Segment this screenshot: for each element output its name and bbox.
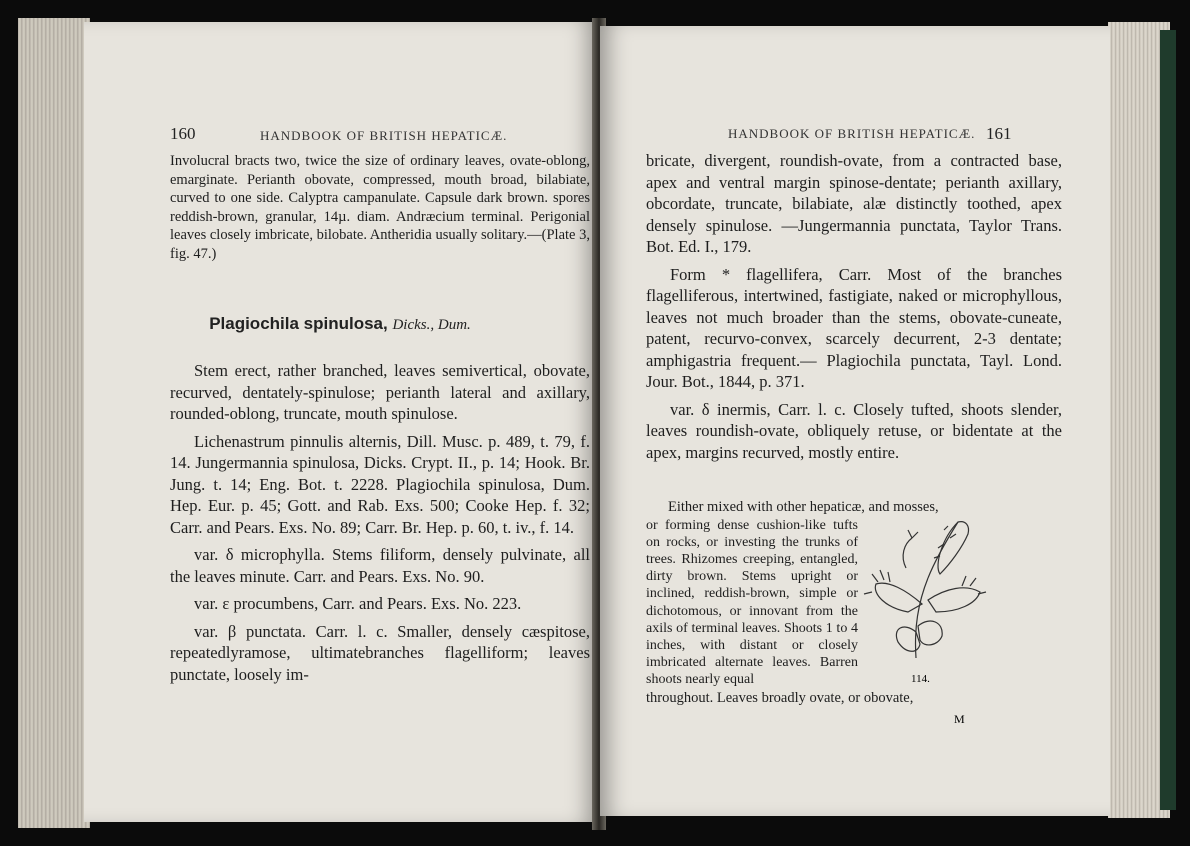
left-body [170, 360, 590, 691]
species-heading [84, 314, 596, 334]
plant-illustration [858, 508, 988, 668]
variety-microphylla: var. δ microphylla. Stems filiform, densely pulvinate, all the leaves minute. Carr. and Pears. Exs. No. 90. [170, 545, 590, 586]
habitat-paragraph [646, 498, 1062, 707]
variety-procumbens: var. ε procumbens, Carr. and Pears. Exs. No. 223. [194, 594, 522, 613]
running-header-right: HANDBOOK OF BRITISH HEPATICÆ. [728, 126, 976, 141]
description-paragraph [170, 152, 590, 263]
book-cover-edge [1160, 30, 1176, 810]
continued-description: bricate, divergent, roundish-ovate, from a contracted base, apex and ventral margin spinose-dentate; perianth axillary, obcordate, truncate, bilabiate, alæ distinctly toothed, apex densely spinulose. —Jungermannia punctata, Taylor Trans. Bot. Ed. I., 179. [646, 151, 1062, 256]
signature-mark: M [954, 712, 965, 726]
running-header-left: HANDBOOK OF BRITISH HEPATICÆ. [260, 128, 508, 143]
description-text: Involucral bracts two, twice the size of ordinary leaves, ovate-oblong, emarginate. Perianth obovate, compressed, mouth broad, bilabiate, curved to one side. Calyptra campanulate. Capsule dark brown. spores reddish-brown, granular, 14µ. diam. Andræcium terminal. Perigonial leaves closely imbricate, bilobate. Antheridia usually solitary.—(Plate 3, fig. 47.) [170, 153, 590, 262]
page-number-left: 160 [170, 124, 196, 143]
right-page [600, 26, 1110, 816]
variety-punctata: var. β punctata. Carr. l. c. Smaller, densely cæspitose, repeatedlyramose, ultimatebranches flagelliform; leaves punctate, loosely im- [170, 621, 590, 684]
habitat-tail: throughout. Leaves broadly ovate, or obovate, [646, 689, 914, 706]
book-page-edges-left [18, 18, 90, 828]
species-description: Stem erect, rather branched, leaves semivertical, obovate, recurved, dentately-spinulose; perianth lateral and axillary, rounded-oblong, truncate, mouth spinulose. [170, 361, 590, 423]
page-number-right: 161 [986, 124, 1012, 143]
variety-inermis: var. δ inermis, Carr. l. c. Closely tufted, shoots slender, leaves roundish-ovate, obliquely retuse, or bidentate at the apex, margins recurved, mostly entire. [646, 399, 1062, 462]
right-body [646, 150, 1062, 469]
species-author: Dicks., Dum. [392, 317, 471, 333]
synonymy-paragraph: Lichenastrum pinnulis alternis, Dill. Musc. p. 489, t. 79, f. 14. Jungermannia spinulosa, Dicks. Crypt. II., p. 14; Hook. Br. Jung. t. 14; Eng. Bot. t. 2228. Plagiochila spinulosa, Dum. Hep. Eur. p. 45; Gott. and Rab. Exs. 500; Cooke Hep. f. 32; Carr. and Pears. Exs. No. 89; Carr. Br. Hep. p. 60, t. iv., f. 14. [170, 431, 590, 537]
left-page [84, 22, 596, 822]
form-flagellifera: Form * flagellifera, Carr. Most of the branches flagelliferous, intertwined, fastigiate, naked or microphyllous, leaves not much broader than the stems, obovate-cuneate, patent, recurvo-convex, scarcely decurrent, 2-3 dentate; amphigastria frequent.— Plagiochila punctata, Tayl. Lond. Jour. Bot., 1844, p. 371. [646, 264, 1062, 391]
habitat-lead: Either mixed with other hepaticæ, and mosses, [668, 499, 939, 515]
habitat-wrapped-text: or forming dense cushion-like tufts on rocks, or investing the trunks of trees. Rhizomes creeping, entangled, dirty brown. Stems upright or inclined, reddish-brown, simple or dichotomous, or innovant from the axils of terminal leaves. Shoots 1 to 4 inches, with distant or closely imbricated alternate leaves. Barren shoots nearly equal [646, 517, 858, 688]
figure-number: 114. [911, 673, 930, 685]
species-name: Plagiochila spinulosa, [209, 314, 388, 333]
